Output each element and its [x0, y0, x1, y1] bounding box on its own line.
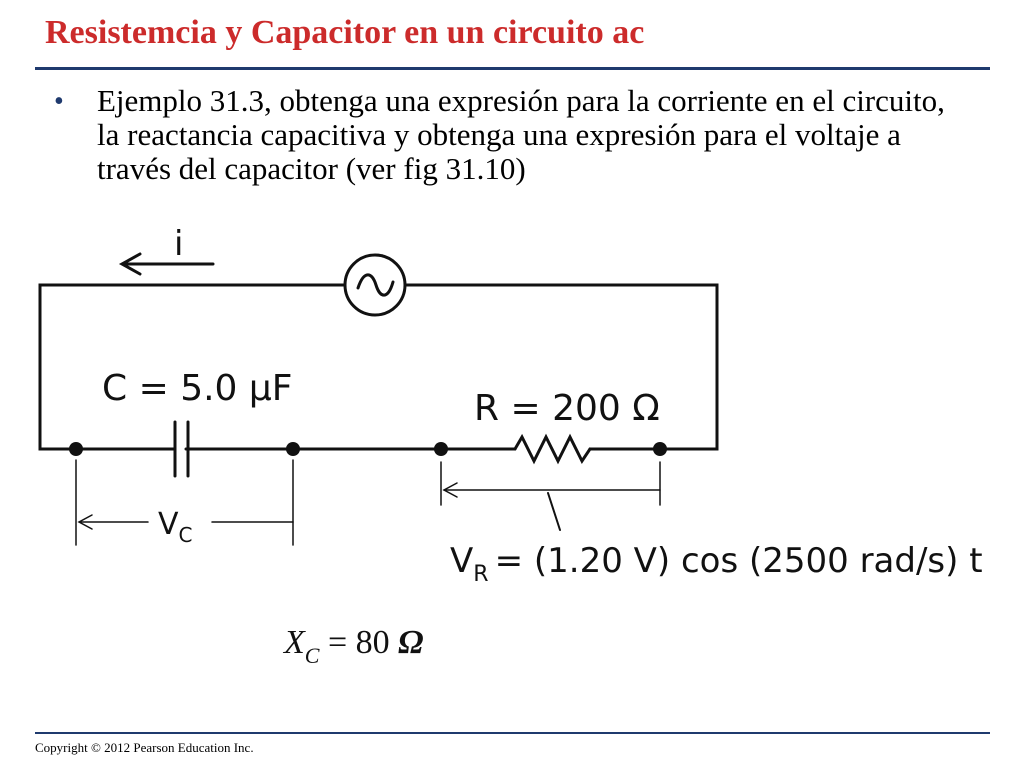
vc-label: $V_C$ [158, 507, 193, 547]
reactance-result [284, 624, 424, 668]
vr-leader-line [548, 493, 560, 530]
footer-divider [35, 732, 990, 734]
reactance-value: = 80 [327, 624, 390, 661]
bullet-marker: • [54, 86, 64, 117]
current-label: i [174, 224, 184, 264]
circuit-node-3 [434, 442, 448, 456]
resistor-zigzag [515, 437, 590, 461]
bullet-text: Ejemplo 31.3, obtenga una expresión para la corriente en el circuito, la reactancia capacitiva y obtenga una expresión para el voltaje a través del capacitor (ver fig 31.10) [97, 83, 945, 186]
circuit-wire-top-left [40, 285, 344, 449]
resistor-label: R = 200 Ω [474, 388, 660, 429]
vr-label: $V_R = (1.20$ V) cos (2500 rad/s) t [450, 541, 983, 587]
reactance-subscript: C [304, 643, 320, 668]
circuit-node-2 [286, 442, 300, 456]
reactance-unit: Ω [398, 624, 424, 661]
circuit-node-4 [653, 442, 667, 456]
copyright-notice: Copyright © 2012 Pearson Education Inc. [35, 740, 254, 755]
circuit-node-1 [69, 442, 83, 456]
reactance-symbol: X [284, 624, 305, 661]
slide-title: Resistemcia y Capacitor en un circuito ac [45, 14, 645, 51]
ac-source-wave [358, 275, 393, 295]
capacitor-label: C = 5.0 μF [102, 368, 293, 409]
